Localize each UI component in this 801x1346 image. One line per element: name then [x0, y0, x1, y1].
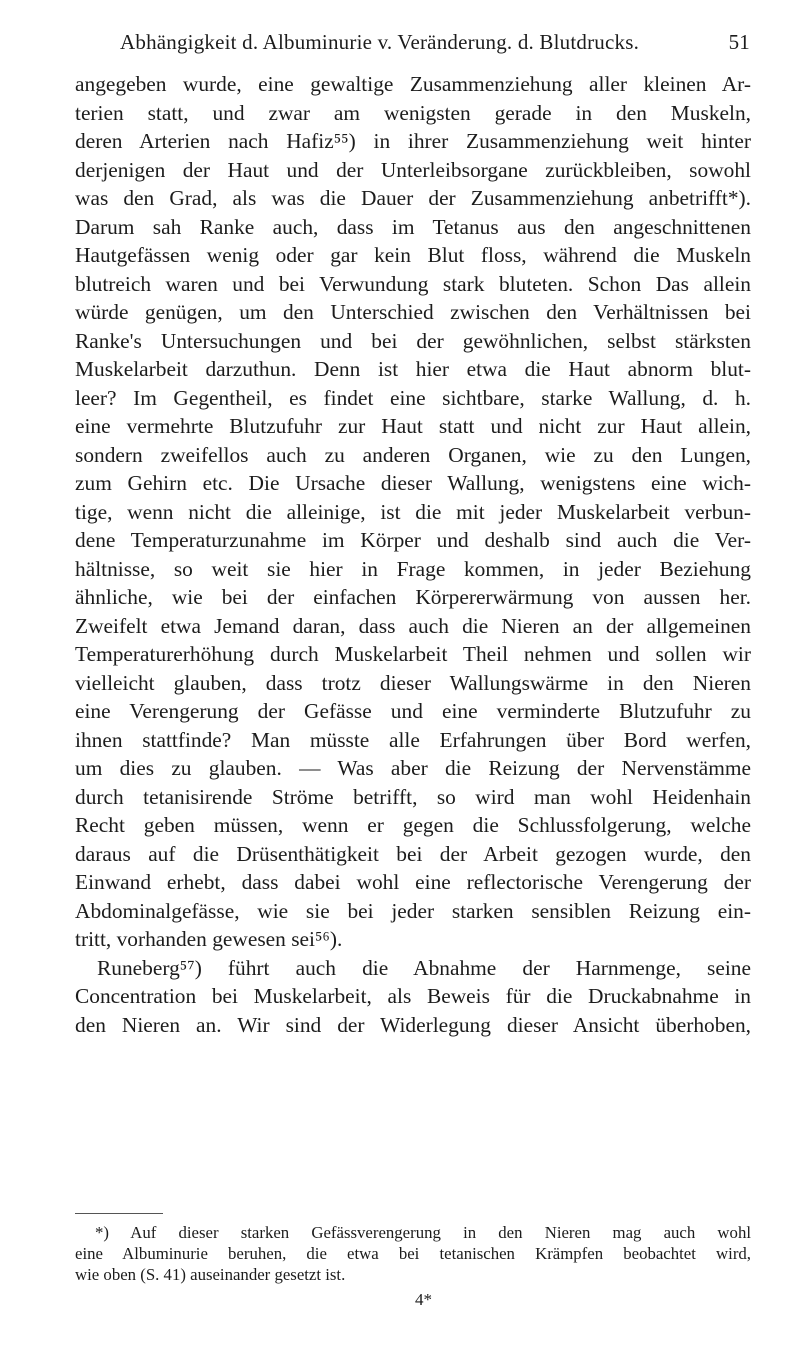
- text-line: was den Grad, als was die Dauer der Zusammenziehung anbetrifft*).: [75, 186, 751, 210]
- text-line: terien statt, und zwar am wenigsten gerade in den Muskeln,: [75, 100, 751, 125]
- text-line: eine vermehrte Blutzufuhr zur Haut statt und nicht zur Haut allein,: [75, 414, 751, 438]
- text-line: derjenigen der Haut und der Unterleibsorgane zurückbleiben, sowohl: [75, 157, 751, 182]
- text-line: den Nieren an. Wir sind der Widerlegung dieser Ansicht überhoben,: [75, 1012, 751, 1037]
- text-line: Temperaturerhöhung durch Muskelarbeit Theil nehmen und sollen wir: [75, 642, 751, 666]
- text-line: zum Gehirn etc. Die Ursache dieser Wallung, wenigstens eine wich-: [75, 471, 751, 495]
- text-line: Recht geben müssen, wenn er gegen die Schlussfolgerung, welche: [75, 813, 751, 837]
- text-line: Concentration bei Muskelarbeit, als Beweis für die Druckabnahme in: [75, 984, 751, 1008]
- body-text: [75, 70, 751, 1039]
- text-line: um dies zu glauben. — Was aber die Reizung der Nervenstämme: [75, 756, 751, 780]
- text-line: deren Arterien nach Hafiz⁵⁵) in ihrer Zusammenziehung weit hinter: [75, 129, 751, 153]
- footnote-line: wie oben (S. 41) auseinander gesetzt ist.: [75, 1265, 346, 1284]
- text-line: Einwand erhebt, dass dabei wohl eine reflectorische Verengerung der: [75, 870, 751, 894]
- text-line: vielleicht glauben, dass trotz dieser Wallungswärme in den Nieren: [75, 670, 751, 695]
- text-line: blutreich waren und bei Verwundung stark bluteten. Schon Das allein: [75, 271, 751, 296]
- running-head: [120, 30, 750, 60]
- text-line: dene Temperaturzunahme im Körper und deshalb sind auch die Ver-: [75, 528, 751, 552]
- signature-mark: 4*: [415, 1290, 432, 1309]
- text-line: sondern zweifellos auch zu anderen Organen, wie zu den Lungen,: [75, 442, 751, 467]
- running-title: Abhängigkeit d. Albuminurie v. Veränderung. d. Blutdrucks.: [120, 30, 640, 54]
- text-line: daraus auf die Drüsenthätigkeit bei der Arbeit gezogen wurde, den: [75, 841, 751, 866]
- page-number: 51: [728, 30, 750, 54]
- text-line: Abdominalgefässe, wie sie bei jeder starken sensiblen Reizung ein-: [75, 898, 751, 923]
- text-line: leer? Im Gegentheil, es findet eine sichtbare, starke Wallung, d. h.: [75, 385, 751, 410]
- footnote-divider: [75, 1213, 163, 1214]
- text-line: angegeben wurde, eine gewaltige Zusammenziehung aller kleinen Ar-: [75, 72, 751, 96]
- text-line: hältnisse, so weit sie hier in Frage kommen, in jeder Beziehung: [75, 556, 751, 581]
- text-line: Hautgefässen wenig oder gar kein Blut floss, während die Muskeln: [75, 243, 751, 267]
- text-line: würde genügen, um den Unterschied zwischen den Verhältnissen bei: [75, 300, 751, 324]
- footnote: [75, 1222, 751, 1285]
- text-line: tritt, vorhanden gewesen sei⁵⁶).: [75, 927, 343, 951]
- text-line: ähnliche, wie bei der einfachen Körpererwärmung von aussen her.: [75, 585, 751, 609]
- text-line: Zweifelt etwa Jemand daran, dass auch die Nieren an der allgemeinen: [75, 613, 751, 638]
- footnote-line: eine Albuminurie beruhen, die etwa bei tetanischen Krämpfen beobachtet wird,: [75, 1244, 751, 1263]
- text-line: Ranke's Untersuchungen und bei der gewöhnlichen, selbst stärksten: [75, 328, 751, 353]
- text-line: ihnen stattfinde? Man müsste alle Erfahrungen über Bord werfen,: [75, 727, 751, 752]
- text-line: tige, wenn nicht die alleinige, ist die mit jeder Muskelarbeit verbun-: [75, 499, 751, 524]
- text-line: durch tetanisirende Ströme betrifft, so wird man wohl Heidenhain: [75, 784, 751, 809]
- footnote-line: *) Auf dieser starken Gefässverengerung in den Nieren mag auch wohl: [95, 1223, 751, 1242]
- text-line: eine Verengerung der Gefässe und eine verminderte Blutzufuhr zu: [75, 699, 751, 723]
- text-line: Darum sah Ranke auch, dass im Tetanus aus den angeschnittenen: [75, 214, 751, 239]
- text-line: Runeberg⁵⁷) führt auch die Abnahme der Harnmenge, seine: [97, 955, 751, 980]
- text-line: Muskelarbeit darzuthun. Denn ist hier etwa die Haut abnorm blut-: [75, 357, 751, 381]
